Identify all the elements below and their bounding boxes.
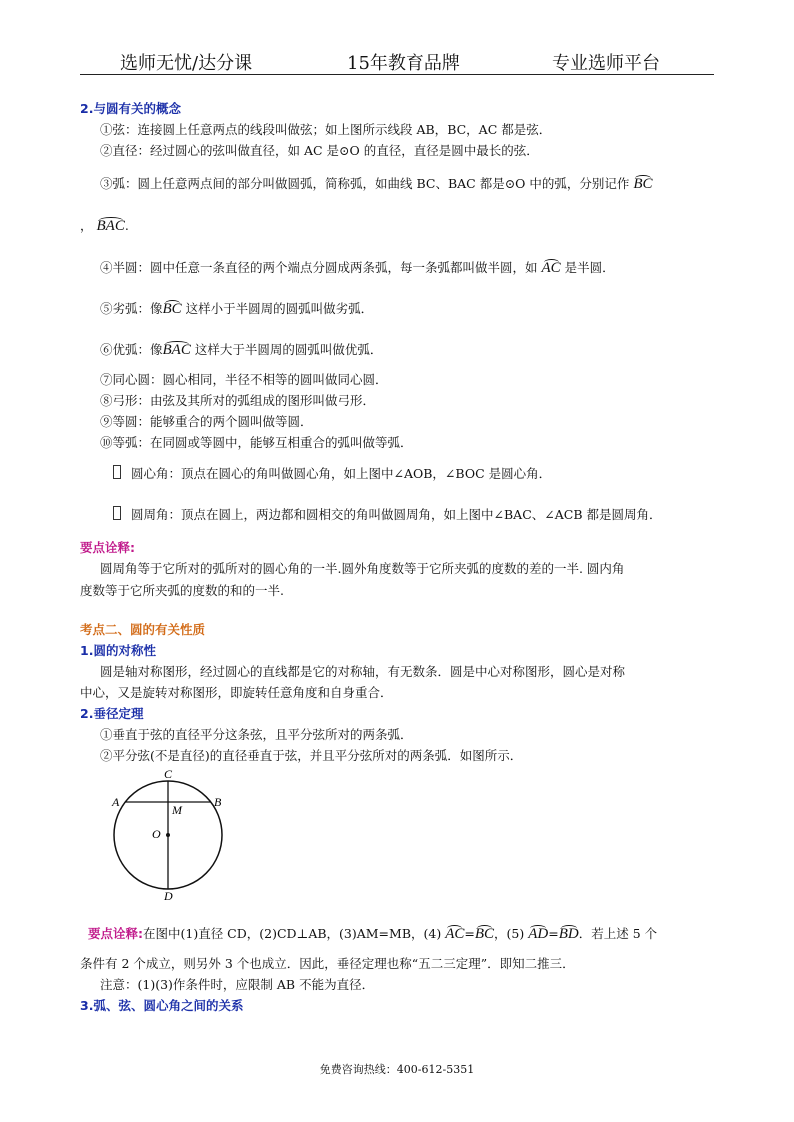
section-title-symmetry: 1.圆的对称性 (80, 643, 156, 658)
item-minor-arc-post: 这样小于半圆周的圆弧叫做劣弧． (185, 301, 374, 316)
label-o: O (152, 827, 161, 841)
item-equal-arcs: ⑩等弧：在同圆或等圆中，能够互相重合的弧叫做等弧． (100, 435, 413, 450)
item-segment: ⑧弓形：由弦及其所对的弧组成的图形叫做弓形． (100, 393, 376, 408)
arc-bc-eq: BC (474, 926, 495, 942)
item-semicircle-post: 是半圆． (564, 260, 615, 275)
arc-bc-label: BC (633, 176, 653, 192)
item-inscribed-angle (113, 505, 661, 523)
footer-hotline: 免费咨询热线：400-612-5351 (319, 1063, 475, 1076)
item-diameter: ②直径：经过圆心的弦叫做直径，如 AC 是⊙O 的直径，直径是圆中最长的弦． (100, 143, 539, 158)
item-arc-text: ③弧：圆上任意两点间的部分叫做圆弧，简称弧，如曲线 BC、BAC 都是⊙O 中的弧，分别记作 (100, 176, 630, 191)
item-central-angle (113, 464, 551, 482)
label-m: M (172, 803, 182, 817)
header-right: 专业选师平台 (552, 53, 660, 74)
item-inscribed-angle-text: 圆周角：顶点在圆上，两边都和圆相交的角叫做圆周角，如上图中∠BAC、∠ACB 都是圆周角． (131, 507, 662, 522)
item-major-arc-pre: ⑥优弧：像 (100, 342, 163, 357)
symmetry-line-1: 圆是轴对称图形，经过圆心的直线都是它的对称轴，有无数条．圆是中心对称图形，圆心是对称 (100, 664, 626, 679)
item-chord: ①弦：连接圆上任意两点的线段叫做弦；如上图所示线段 AB，BC，AC 都是弦． (100, 122, 552, 137)
label-b: B (214, 795, 222, 809)
arc-bac-label-2: BAC (162, 342, 191, 358)
item-semicircle-text: ④半圆：圆中任意一条直径的两个端点分圆成两条弧，每一条弧都叫做半圆，如 (100, 260, 538, 275)
note-line-2: 度数等于它所夹弧的度数的和的一半. (80, 583, 284, 598)
item-central-angle-text: 圆心角：顶点在圆心的角叫做圆心角，如上图中∠AOB，∠BOC 是圆心角． (131, 466, 552, 481)
item-arc-continued (80, 216, 129, 235)
item-concentric: ⑦同心圆：圆心相同，半径不相等的圆叫做同心圆． (100, 372, 388, 387)
arc-bd-eq: BD (558, 926, 579, 942)
label-a: A (112, 795, 120, 809)
item-equal-circles: ⑨等圆：能够重合的两个圆叫做等圆． (100, 414, 313, 429)
header-center: 15年教育品牌 (347, 53, 460, 74)
arc-ad-eq: AD (528, 926, 549, 942)
note2-pre: 在图中(1)直径 CD，(2)CD⊥AB，(3)AM=MB，(4) (143, 926, 442, 941)
item-arc (100, 174, 653, 193)
item-semicircle (100, 258, 615, 277)
equals-2: = (548, 926, 559, 941)
center-point (166, 833, 170, 837)
header-rule (80, 74, 714, 75)
note2-title: 要点诠释: (88, 926, 143, 941)
equals-1: = (464, 926, 475, 941)
item-major-arc-post: 这样大于半圆周的圆弧叫做优弧． (194, 342, 383, 357)
symmetry-line-2: 中心，又是旋转对称图形，即旋转任意角度和自身重合． (80, 685, 393, 700)
section-title-perpendicular: 2.垂径定理 (80, 706, 144, 721)
bullet-box-icon (113, 506, 121, 520)
circle-diagram (105, 766, 235, 900)
perpendicular-line-1: ①垂直于弦的直径平分这条弦，且平分弦所对的两条弧． (100, 727, 413, 742)
note-title: 要点诠释: (80, 540, 135, 555)
perpendicular-line-2: ②平分弦(不是直径)的直径垂直于弦，并且平分弦所对的两条弧．如图所示． (100, 748, 523, 763)
header-left: 选师无忧/达分课 (120, 53, 253, 74)
note2-mid: ，(5) (494, 926, 525, 941)
note-line-1: 圆周角等于它所对的弧所对的圆心角的一半.圆外角度数等于它所夹弧的度数的差的一半. 圆内角 (100, 561, 625, 576)
note2-post: ．若上述 5 个 (578, 926, 658, 941)
bullet-box-icon (113, 465, 121, 479)
arc-ac-eq: AC (445, 926, 465, 942)
item-minor-arc (100, 299, 373, 318)
item-minor-arc-pre: ⑤劣弧：像 (100, 301, 163, 316)
arc-bac-label: BAC (96, 218, 125, 234)
note2-line-2: 条件有 2 个成立，则另外 3 个也成立．因此，垂径定理也称“五二三定理”．即知二推三． (80, 956, 575, 971)
section-title-concepts: 2.与圆有关的概念 (80, 101, 181, 116)
note2-line-1 (88, 924, 657, 943)
topic-title: 考点二、圆的有关性质 (80, 622, 206, 637)
label-d: D (164, 889, 173, 900)
item-arc-period: . (124, 218, 129, 233)
section-title-relations: 3.弧、弦、圆心角之间的关系 (80, 998, 244, 1013)
arc-ac-label: AC (541, 260, 561, 276)
note2-line-3: 注意：(1)(3)作条件时，应限制 AB 不能为直径． (100, 977, 375, 992)
label-c: C (164, 767, 173, 781)
arc-bc-label-2: BC (162, 301, 182, 317)
item-arc-comma: ， (80, 218, 93, 233)
item-major-arc (100, 340, 382, 359)
